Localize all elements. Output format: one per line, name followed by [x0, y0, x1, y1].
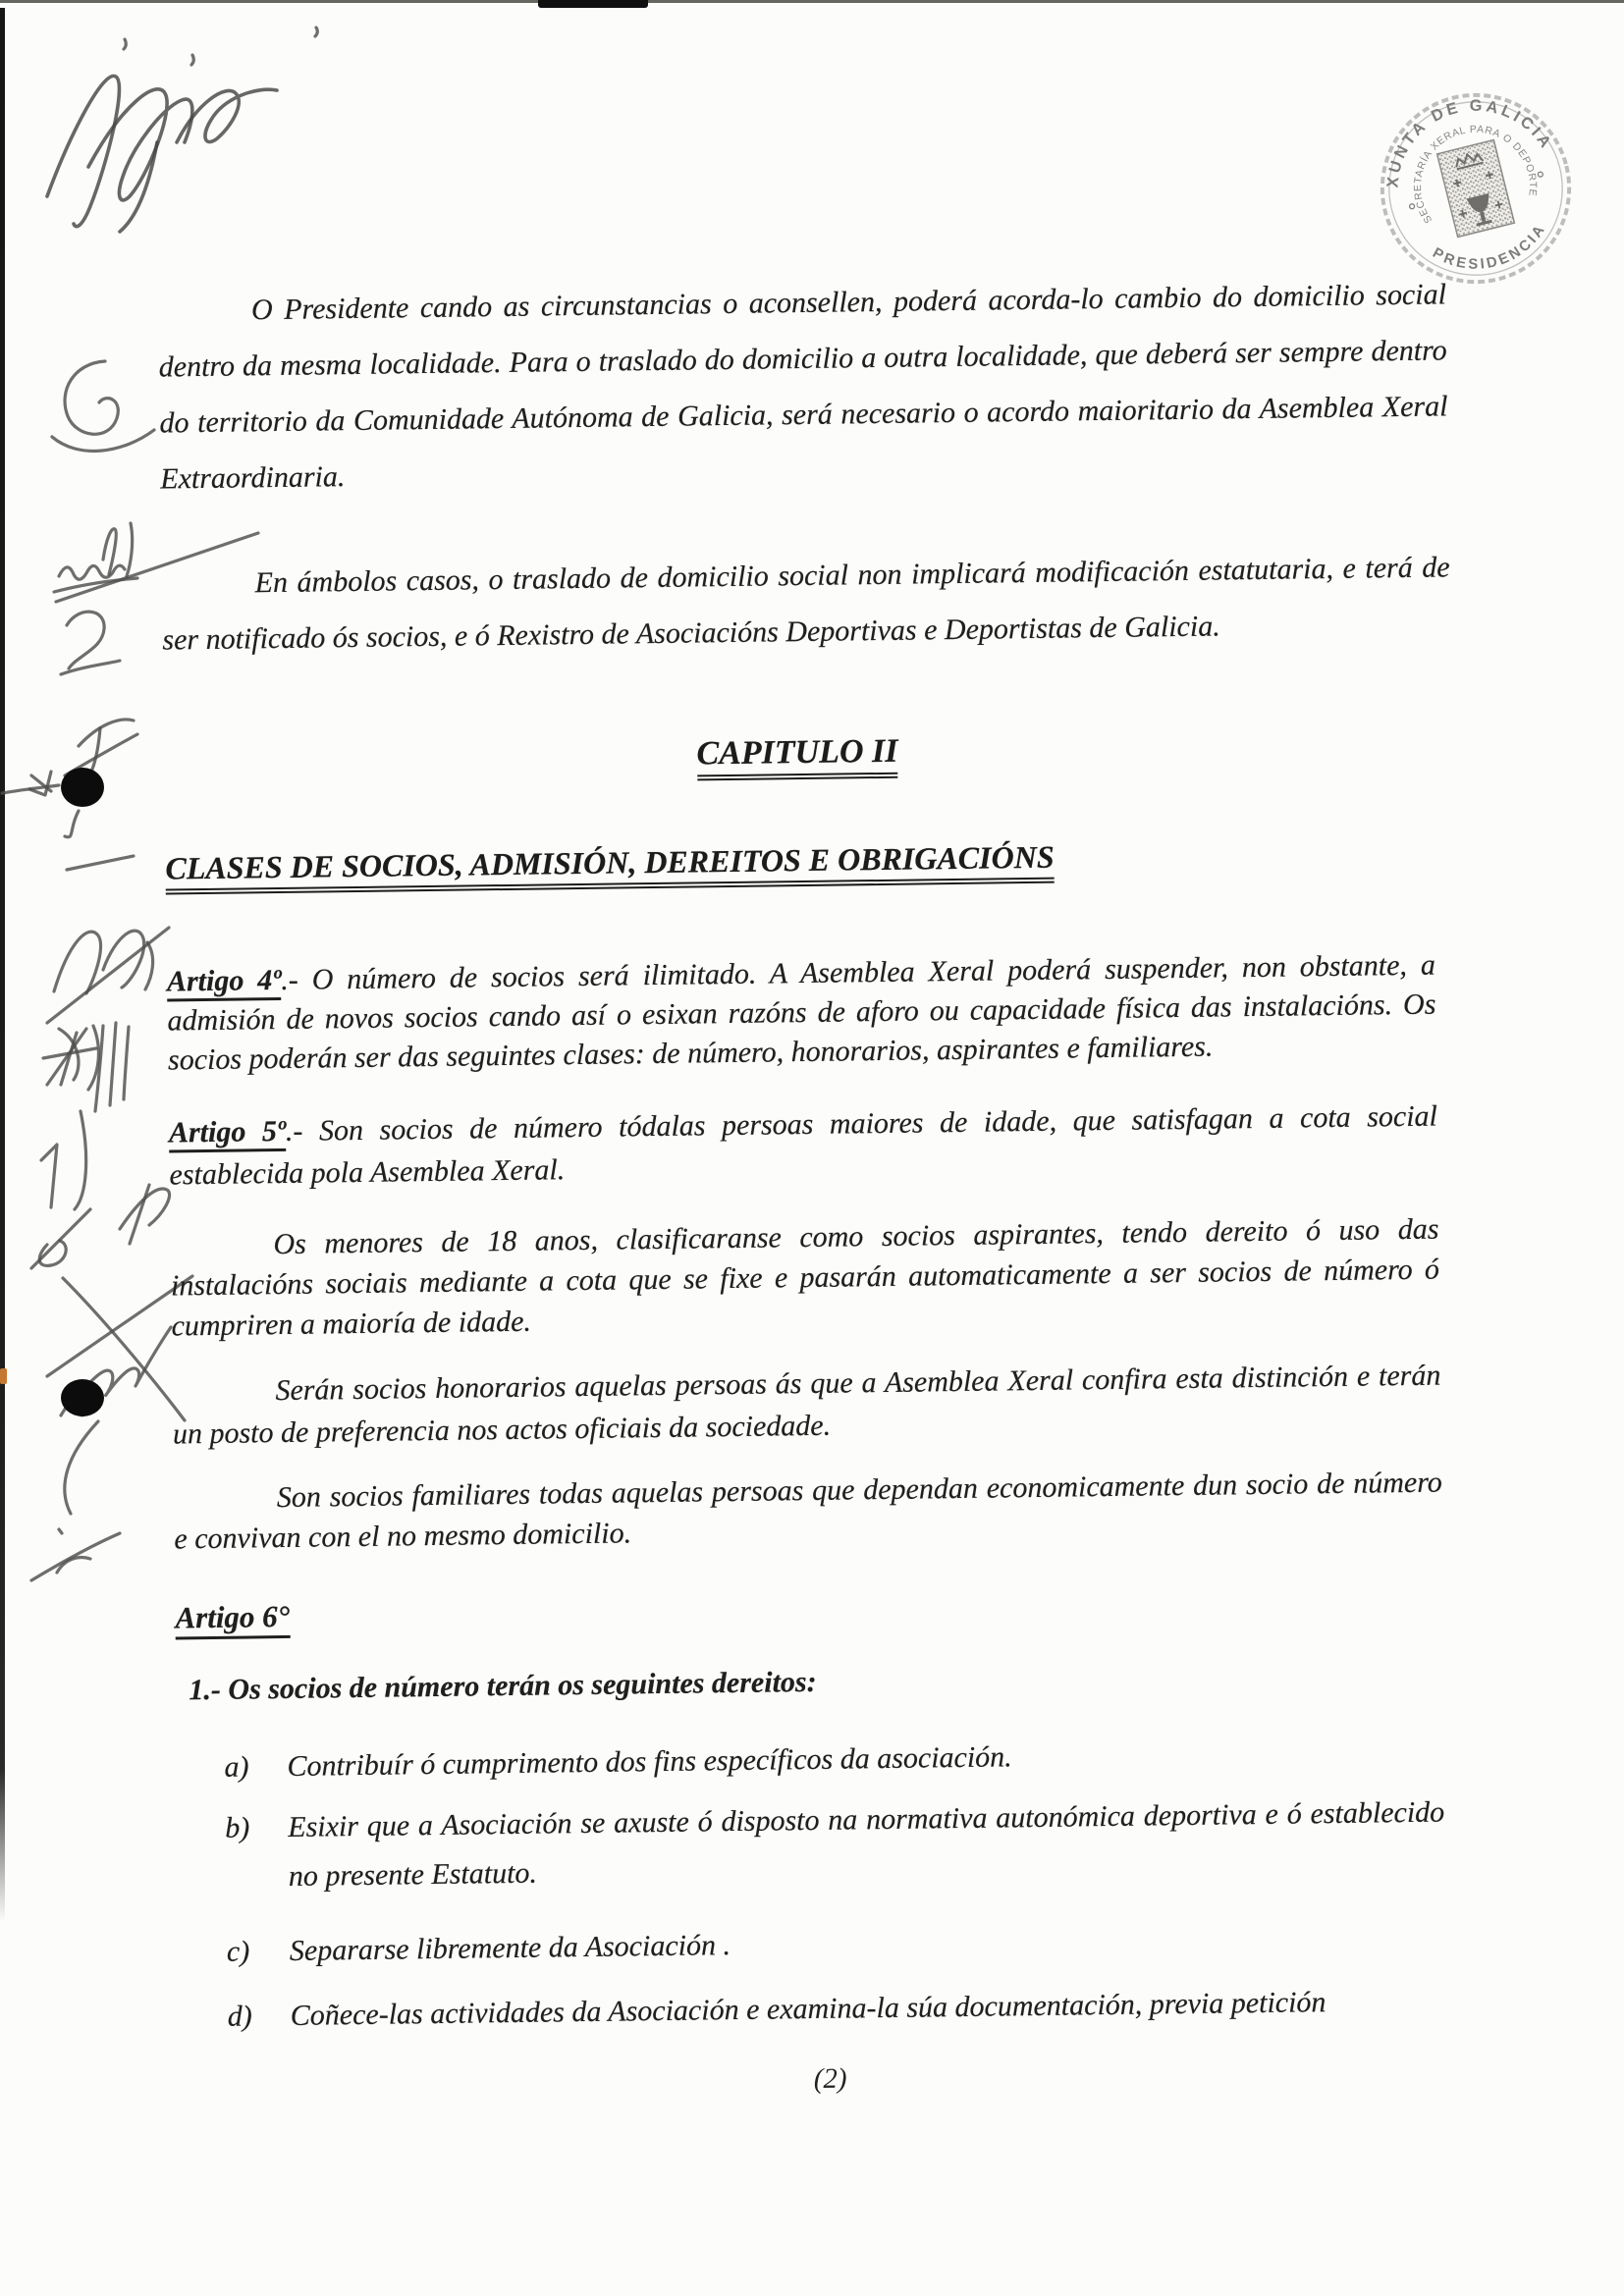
- list-letter-b: b): [225, 1811, 250, 1844]
- list-text-d: Coñece-las actividades da Asociación e examina-la súa documentación, previa petición: [290, 1986, 1326, 2032]
- article-5-label: Artigo 5º: [169, 1115, 286, 1153]
- article-6-label: Artigo 6°: [175, 1599, 290, 1640]
- article-5-paragraph: [169, 1095, 1438, 1197]
- section-heading: [165, 831, 1432, 889]
- article-5-text: .- Son socios de número tódalas persoas maiores de idade, que satisfagan a cota social establecida pola Asemblea Xeral.: [169, 1099, 1438, 1192]
- list-text-a: Contribuír ó cumprimento dos fins específicos da asociación.: [287, 1740, 1012, 1783]
- list-letter-c: c): [226, 1935, 250, 1968]
- paragraph-domicilio: O Presidente cando as circunstancias o aconsellen, poderá acorda-lo cambio do domicilio social dentro da mesma localidade. Para o traslado do domicilio a outra localidade, que deberá ser sempre dentro do territorio da Comunidade Autónoma de Galicia, será necesario o acordo maioritario da Asemblea Xeral Extraordinaria.: [158, 278, 1448, 496]
- article-4-label: Artigo 4º: [167, 964, 282, 1002]
- chapter-heading: [164, 723, 1431, 783]
- chapter-heading-text: CAPITULO II: [696, 733, 898, 781]
- list-item-c: [180, 1912, 1447, 1978]
- article-4-text: .- O número de socios será ilimitado. A Asemblea Xeral poderá suspender, non obstante, a admisión de novos socios cando así o esixan razóns de aforo ou capacidade física das instalacións. Os socios poderán ser das seguintes clases: de número, honorarios, aspirantes e familiares.: [167, 948, 1436, 1077]
- page-number: (2): [813, 2062, 847, 2095]
- paragraph-honorarios: Serán socios honorarios aquelas persoas ás que a Asemblea Xeral confira esta distinción e terán un posto de preferencia nos actos oficiais da sociedade.: [172, 1359, 1441, 1451]
- list-item-d: [180, 1977, 1447, 2043]
- article-6-heading: [175, 1599, 290, 1636]
- stamp-text-top: XUNTA DE GALICIA: [1383, 96, 1556, 188]
- stamp-text-inner: SECRETARÍA XERAL PARA O DEPORTE: [1413, 124, 1539, 226]
- paragraph-familiares: Son socios familiares todas aquelas persoas que dependan economicamente dun socio de número e convivan con el no mesmo domicilio.: [174, 1466, 1442, 1556]
- stamp-text-bottom: PRESIDENCIA: [1430, 220, 1550, 273]
- list-text-b: Esixir que a Asociación se axuste ó disposto na normativa autonómica deportiva e ó establecido no presente Estatuto.: [288, 1795, 1445, 1893]
- list-letter-d: d): [227, 2000, 253, 2033]
- rights-intro: 1.- Os socios de número terán os seguintes dereitos:: [189, 1665, 817, 1707]
- list-text-c: Separarse libremente da Asociación .: [289, 1929, 731, 1967]
- paragraph-traslado: En ámbolos casos, o traslado de domicilio social non implicará modificación estatutaria, e terá de ser notificado ós socios, e ó Rexistro de Asociacións Deportivas e Deportistas de Galicia.: [162, 551, 1450, 657]
- list-letter-a: a): [224, 1750, 249, 1784]
- article-4-paragraph: [167, 946, 1436, 1081]
- list-item-b: [178, 1789, 1445, 1903]
- list-item-a: [177, 1728, 1444, 1793]
- section-heading-text: CLASES DE SOCIOS, ADMISIÓN, DEREITOS E OBRIGACIÓNS: [165, 839, 1055, 895]
- paragraph-menores: Os menores de 18 anos, clasificaranse como socios aspirantes, tendo dereito ó uso das instalacións sociais mediante a cota que se fixe e pasarán automaticamente a ser socios de número ó cumpriren a maioría de idade.: [170, 1212, 1440, 1343]
